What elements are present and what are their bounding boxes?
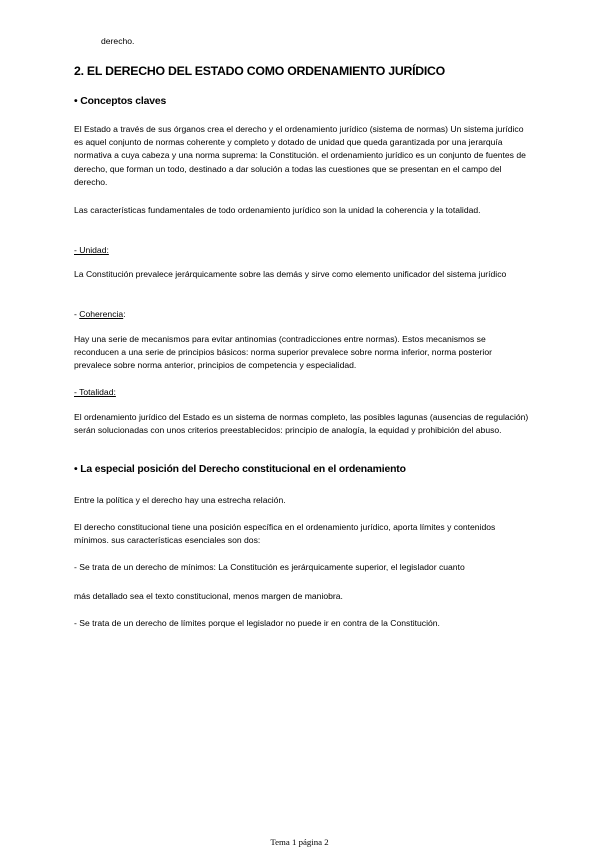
paragraph-derecho-constitucional: El derecho constitucional tiene una posición específica en el ordenamiento jurídico, aporta límites y contenidos mínimos. sus características esenciales son dos: [74,522,496,546]
heading-totalidad [74,386,116,398]
page-footer: Tema 1 página 2 [270,837,329,847]
list-item-limites: - Se trata de un derecho de límites porque el legislador no puede ir en contra de la Constitución. [74,618,440,628]
paragraph-totalidad: El ordenamiento jurídico del Estado es un sistema de normas completo, las posibles lagunas (ausencias de regulación) serán solucionadas con unos criterios preestablecidos: principio de analogía, la equidad y prohibición del abuso. [74,412,529,436]
list-item-minimos-line2: más detallado sea el texto constitucional, menos margen de maniobra. [74,591,343,601]
heading-unidad-label: - Unidad: [74,245,109,255]
paragraph-coherencia: Hay una serie de mecanismos para evitar antinomias (contradicciones entre normas). Estos mecanismos se reconducen a una serie de principios básicos: norma superior prevalece sobre norma inferior, norma posterior prevalece sobre norma anterior, principios de competencia y especialidad. [74,334,492,371]
heading-totalidad-label: - Totalidad: [74,387,116,397]
heading-coherencia-label: Coherencia [79,309,124,319]
heading-coherencia [74,308,126,320]
heading-unidad [74,244,109,256]
heading-coherencia-dash: - [74,309,80,319]
list-item-minimos-line1: - Se trata de un derecho de mínimos: La Constitución es jerárquicamente superior, el legislador cuanto [74,562,465,572]
paragraph-caracteristicas: Las características fundamentales de todo ordenamiento jurídico son la unidad la coherencia y la totalidad. [74,205,481,215]
section-title: 2. EL DERECHO DEL ESTADO COMO ORDENAMIENTO JURÍDICO [74,64,445,78]
subsection-title-conceptos: • Conceptos claves [74,96,167,107]
subsection-title-posicion: • La especial posición del Derecho constitucional en el ordenamiento [74,464,406,475]
heading-coherencia-colon: : [123,309,126,319]
paragraph-unidad: La Constitución prevalece jerárquicamente sobre las demás y sirve como elemento unificador del sistema jurídico [74,269,507,279]
intro-line: derecho. [101,36,135,46]
paragraph-estado: El Estado a través de sus órganos crea el derecho y el ordenamiento jurídico (sistema de normas) Un sistema jurídico es aquel conjunto de normas coherente y completo y dotado de unidad que queda garantizada por una jerarquía normativa a cuya cabeza y una norma suprema: la Constitución. el ordenamiento jurídico es un conjunto de fuentes de derecho, que forman un todo, destinado a dar solución a todas las cuestiones que se presentan en el campo del derecho. [74,124,526,187]
paragraph-politica: Entre la política y el derecho hay una estrecha relación. [74,495,286,505]
